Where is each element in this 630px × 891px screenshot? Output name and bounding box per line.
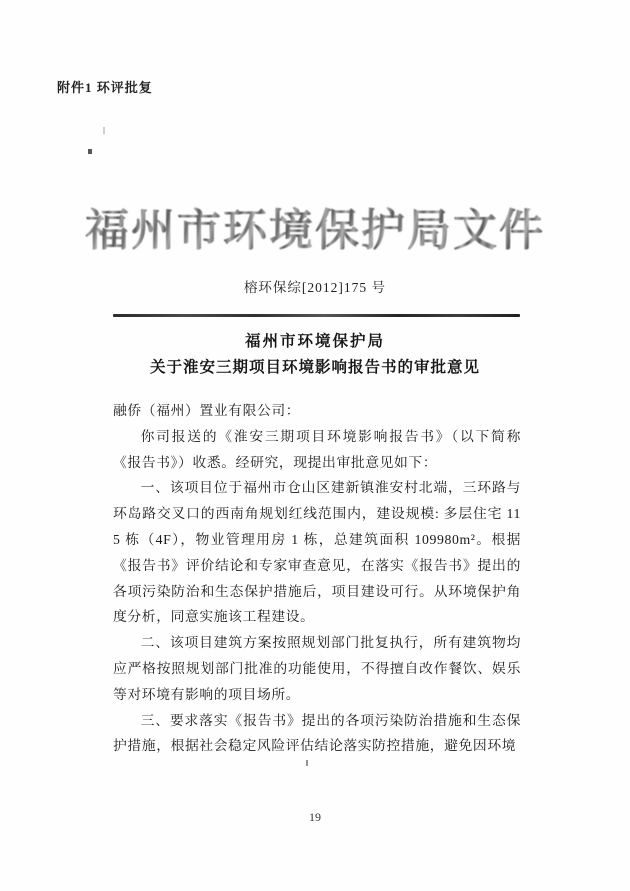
agency-letterhead: 福州市环境保护局文件 [0, 194, 630, 258]
scan-artifact-tick [306, 760, 308, 766]
letterhead-divider-line [113, 314, 520, 317]
page-number: 19 [309, 810, 321, 824]
document-body [113, 398, 521, 759]
body-paragraph-item-2: 二、该项目建筑方案按照规划部门批复执行，所有建筑物均应严格按照规划部门批准的功能使用，不得擅自改作餐饮、娱乐等对环境有影响的项目场所。 [113, 635, 521, 702]
scan-artifact-mark [103, 127, 105, 134]
document-title-subject: 关于淮安三期项目环境影响报告书的审批意见 [149, 359, 480, 376]
body-paragraph-item-1: 一、该项目位于福州市仓山区建新镇淮安村北端，三环路与环岛路交叉口的西南角规划红线范围内，建设规模: 多层住宅 115 栋（4F），物业管理用房 1 栋，总建筑面积 109980m²。根据《报告书》评价结论和专家审查意见，在落实《报告书》提出的各项污染防治和生态保护措施后，项目建设可行。从环境保护角度分析，同意实施该工程建设。 [113, 480, 521, 625]
salutation-line: 融侨（福州）置业有限公司： [113, 403, 301, 418]
body-paragraph-intro: 你司报送的《淮安三期项目环境影响报告书》（以下简称《报告书》）收悉。经研究，现提出审批意见如下： [113, 428, 521, 470]
document-reference-number: 榕环保综[2012]175 号 [243, 280, 387, 295]
document-title [56, 330, 574, 381]
body-paragraph-item-3: 三、要求落实《报告书》提出的各项污染防治措施和生态保护措施，根据社会稳定风险评估结论落实防控措施，避免因环境 [113, 712, 521, 754]
attachment-label: 附件1 环评批复 [57, 80, 153, 95]
scan-artifact-speck [88, 149, 92, 154]
document-title-agency: 福州市环境保护局 [244, 333, 385, 350]
